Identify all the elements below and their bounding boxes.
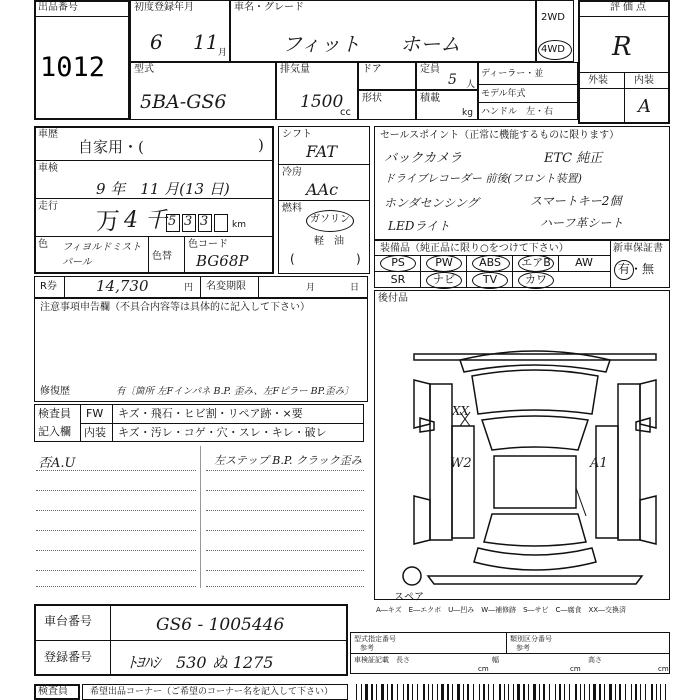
barcode-bar — [473, 684, 474, 700]
diagram-windshield — [482, 416, 588, 450]
barcode-bar — [365, 684, 368, 700]
car-name: フィット ホーム — [282, 32, 461, 56]
notes-center-rule — [200, 446, 201, 588]
warranty-label: 新車保証書 — [613, 243, 663, 254]
barcode-bar — [539, 684, 540, 700]
diagram-rear-strip — [428, 576, 642, 584]
model-label: 型式 — [134, 64, 154, 75]
barcode-bar — [441, 684, 444, 700]
width-label: 幅 — [492, 656, 499, 664]
equipment-navi-circle — [426, 272, 462, 289]
length-cm: cm — [478, 665, 489, 673]
equipment-abs-circle — [472, 255, 510, 272]
barcode-bar — [467, 684, 469, 700]
color-code-label: 色コード — [188, 239, 228, 250]
dealer-divider-2 — [478, 102, 578, 103]
barcode-bar — [569, 684, 570, 700]
barcode-bar — [437, 684, 438, 700]
fuel-diesel: 軽 油 — [314, 236, 344, 247]
barcode-bar — [599, 684, 601, 700]
handle-label: ハンドル 左・右 — [481, 107, 554, 117]
interior-score: A — [638, 96, 651, 117]
capacity-label: 定員 — [420, 64, 440, 75]
equipment-leather-circle — [518, 272, 554, 289]
equipment-abs: ABS — [479, 256, 501, 269]
person-unit: 人 — [466, 80, 476, 90]
diagram-right-rear — [640, 496, 656, 544]
barcode-bar — [381, 684, 384, 700]
barcode-bar — [533, 684, 536, 700]
month-unit: 月 — [218, 48, 228, 58]
dotted-line-7 — [36, 586, 196, 587]
diagram-left-side — [430, 384, 452, 540]
damage-legend: A―キズ E―エクボ U―凹み W―補修跡 S―サビ C―腐食 XX―交換済 — [376, 606, 627, 614]
barcode-bar — [412, 684, 413, 700]
km-unit: km — [232, 220, 246, 230]
equipment-aw: AW — [575, 256, 593, 269]
sales-point-7: ハーフ革シート — [540, 216, 624, 230]
equipment-ps: PS — [391, 256, 405, 269]
equipment-pw: PW — [435, 256, 453, 269]
interior-label: 内装 — [634, 75, 654, 86]
barcode-bar — [549, 684, 550, 700]
equipment-split-warranty — [610, 240, 611, 288]
diagram-left-doors — [452, 426, 474, 538]
inspector-label: 検査員 — [38, 407, 71, 420]
equipment-col-4 — [558, 255, 559, 272]
capacity-value: 5 — [448, 72, 457, 88]
barcode-bar — [387, 684, 388, 700]
dotted-line-8 — [206, 470, 364, 471]
equipment-col-1 — [420, 255, 421, 288]
warranty-value: 有・無 — [618, 262, 655, 276]
kg-unit: kg — [462, 108, 473, 118]
equipment-label: 装備品（純正品に限り○をつけて下さい） — [380, 243, 569, 254]
barcode-bar — [656, 684, 657, 700]
barcode-bar — [609, 684, 612, 700]
color-split-2 — [184, 236, 185, 274]
shift-label: シフト — [282, 129, 312, 140]
history-divider-2 — [34, 198, 274, 199]
repair-value: 有〔箇所 左Fインパネ B.P. 歪み、左Fピラー BP.歪み〕 — [116, 386, 354, 397]
note-right: 左ステップ B.P. クラック歪み — [214, 454, 362, 467]
equipment-sr: SR — [390, 273, 406, 286]
dotted-line-13 — [206, 570, 364, 571]
entry-label: 記入欄 — [38, 425, 71, 438]
barcode-bar — [432, 684, 433, 700]
mileage-digit-1: 5 — [168, 214, 177, 229]
barcode-bar — [580, 684, 581, 700]
certificate-row-line — [350, 653, 670, 654]
diagram-right-side — [618, 384, 640, 540]
mechanical-divider-1 — [278, 164, 370, 165]
deadline-label: 名変期限 — [206, 281, 246, 292]
deadline-day: 日 — [350, 283, 360, 293]
barcode-bar — [665, 684, 666, 700]
history-close: ) — [258, 136, 264, 154]
dotted-line-9 — [206, 490, 364, 491]
barcode-bar — [376, 684, 377, 700]
equipment-col-2 — [466, 255, 467, 288]
barcode-bar — [403, 684, 404, 700]
mileage-value: 4 千 — [124, 208, 167, 233]
sales-point-5: スマートキー2個 — [530, 194, 622, 208]
certificate-split — [506, 632, 507, 653]
barcode-bar — [423, 684, 425, 700]
corner-label: 希望出品コーナー（ご希望のコーナー名を記入して下さい） — [90, 687, 334, 697]
yen-unit: 円 — [184, 283, 194, 293]
barcode-bar — [559, 684, 561, 700]
barcode-bar — [523, 684, 525, 700]
barcode-bar — [417, 684, 418, 700]
lot-number: 1012 — [40, 52, 106, 83]
recycle-amount: 14,730 — [96, 277, 149, 295]
equipment-airbag-circle — [518, 255, 554, 272]
rating-divider-3 — [578, 88, 670, 89]
drive-2wd: 2WD — [541, 12, 565, 23]
barcode-bar — [483, 684, 485, 700]
recycle-split-1 — [64, 276, 65, 298]
diagram-spare-tire — [403, 567, 421, 585]
model-value: 5BA-GS6 — [140, 91, 227, 113]
barcode-bar — [407, 684, 409, 700]
chassis-value: GS6 - 1005446 — [156, 615, 285, 635]
load-label: 積載 — [420, 93, 440, 104]
barcode-bar — [593, 684, 596, 700]
inspection-value: 9 年 11 月(13 日) — [96, 180, 230, 198]
shape-label: 形状 — [362, 93, 382, 104]
chassis-label: 車台番号 — [44, 614, 93, 628]
fuel-paren-close: ) — [356, 252, 361, 266]
barcode-bar — [555, 684, 556, 700]
color-code: BG68P — [196, 252, 249, 270]
rating-value: R — [612, 32, 632, 62]
fuel-paren-open: ( — [290, 252, 295, 266]
equipment-ps-circle — [380, 255, 416, 272]
color-value: フィヨルドミストパール — [62, 242, 142, 268]
barcode-bar — [651, 684, 653, 700]
fw-legend: キズ・飛石・ヒビ割・リペア跡・×要 — [118, 407, 303, 420]
inspection-label: 車検 — [38, 163, 58, 174]
category-label: 類別区分番号 — [510, 635, 552, 643]
barcode-bar — [513, 684, 514, 700]
equipment-airbag: エアB — [521, 256, 551, 269]
diagram-roof — [494, 456, 576, 508]
first-registration-year: 6 — [150, 30, 163, 54]
dotted-line-2 — [36, 490, 196, 491]
sales-point-6: LEDライト — [388, 219, 450, 233]
mileage-man: 万 — [96, 207, 120, 235]
recycle-label: R券 — [40, 281, 57, 292]
category-reference: 参考 — [516, 644, 530, 652]
barcode-bar — [361, 684, 362, 700]
inspector-split-2 — [112, 404, 113, 442]
barcode-bar — [615, 684, 616, 700]
dotted-line-10 — [206, 510, 364, 511]
barcode-bar — [604, 684, 605, 700]
color-change-label: 色替 — [152, 251, 172, 262]
note-left: 否A.U — [38, 456, 76, 471]
equipment-leather: カワ — [525, 273, 547, 286]
diagram-mark-a1: A1 — [590, 456, 608, 471]
barcode-bar — [543, 684, 545, 700]
lot-number-divider — [34, 16, 130, 17]
barcode-bar — [575, 684, 577, 700]
car-name-label: 車名・グレード — [234, 2, 304, 13]
barcode-bar — [645, 684, 646, 700]
barcode — [354, 684, 670, 700]
dealer-label: ディーラー・並 — [481, 69, 544, 79]
sales-point-1: バックカメラ — [384, 151, 463, 166]
length-label: 車検証記載 長さ — [354, 656, 410, 664]
recycle-split-2 — [200, 276, 201, 298]
history-value: 自家用・( — [78, 138, 144, 156]
equipment-navi: ナビ — [433, 273, 455, 286]
ac-label: 冷房 — [282, 167, 302, 178]
barcode-bar — [625, 684, 626, 700]
bottom-inspector-label: 検査員 — [38, 686, 68, 697]
lot-number-label: 出品番号 — [38, 2, 78, 13]
dotted-line-12 — [206, 550, 364, 551]
plate-value: ﾄﾖﾊｼ 530 ぬ 1275 — [128, 653, 274, 672]
diagram-rear-glass — [484, 514, 586, 546]
dotted-line-1 — [36, 470, 196, 471]
certificate-reference: 参考 — [360, 644, 374, 652]
exterior-label: 外装 — [588, 75, 608, 86]
sales-point-3: ドライブレコーダー 前後(フロント装置) — [384, 172, 582, 185]
history-divider-1 — [34, 160, 274, 161]
barcode-bar — [371, 684, 373, 700]
history-label: 車歴 — [38, 129, 58, 140]
barcode-bar — [463, 684, 464, 700]
aftermarket-label: 後付品 — [378, 293, 408, 304]
diagram-mark-xx: XX — [452, 404, 470, 418]
barcode-bar — [504, 684, 505, 700]
width-cm: cm — [570, 665, 581, 673]
equipment-tv: TV — [482, 273, 498, 286]
equipment-pw-circle — [426, 255, 462, 272]
height-label: 高さ — [588, 656, 602, 664]
notes-label: 注意事項申告欄（不具合内容等は具体的に記入して下さい） — [40, 302, 310, 313]
barcode-bar — [564, 684, 565, 700]
shift-value: FAT — [306, 142, 338, 161]
equipment-col-3 — [512, 255, 513, 288]
car-damage-diagram — [400, 340, 670, 600]
barcode-bar — [640, 684, 641, 700]
dealer-divider — [478, 84, 578, 85]
displacement-label: 排気量 — [280, 64, 310, 75]
barcode-bar — [508, 684, 509, 700]
plate-label: 登録番号 — [44, 650, 93, 664]
certificate-label: 型式指定番号 — [354, 635, 396, 643]
doors-label: ドア — [362, 64, 382, 75]
recycle-split-3 — [258, 276, 259, 298]
barcode-bar — [499, 684, 501, 700]
bottom-mid — [34, 640, 348, 641]
barcode-bar — [528, 684, 529, 700]
fw-label: FW — [86, 407, 104, 420]
first-registration-month: 11 — [193, 30, 219, 54]
sales-point-2: ETC 純正 — [544, 151, 603, 166]
barcode-bar — [428, 684, 429, 700]
barcode-bar — [584, 684, 585, 700]
history-divider-3 — [34, 236, 274, 237]
sales-point-4: ホンダセンシング — [384, 196, 479, 210]
interior-row-label: 内装 — [84, 426, 106, 439]
barcode-bar — [660, 684, 661, 700]
diagram-front-strip — [414, 354, 656, 360]
barcode-bar — [619, 684, 621, 700]
color-split-1 — [148, 236, 149, 274]
barcode-bar — [635, 684, 637, 700]
dotted-line-14 — [206, 586, 364, 587]
deadline-month: 月 — [306, 283, 316, 293]
mileage-digit-3: 3 — [200, 214, 209, 229]
inspector-mid — [80, 423, 364, 424]
rating-divider — [578, 16, 670, 17]
barcode-bar — [493, 684, 494, 700]
diagram-mark-w2: W2 — [450, 456, 472, 471]
diagram-rear-bumper — [474, 548, 596, 570]
diagram-right-doors — [596, 426, 618, 538]
dotted-line-3 — [36, 510, 196, 511]
barcode-bar — [517, 684, 520, 700]
rating-label: 評価点 — [610, 2, 649, 13]
displacement-value: 1500 — [300, 92, 344, 112]
mechanical-divider-2 — [278, 200, 370, 201]
warranty-circle — [614, 260, 634, 280]
dotted-line-5 — [36, 550, 196, 551]
color-label: 色 — [38, 239, 48, 250]
barcode-bar — [457, 684, 460, 700]
mileage-label: 走行 — [38, 201, 58, 212]
barcode-bar — [397, 684, 398, 700]
drive-4wd: 4WD — [541, 44, 565, 55]
model-year-label: モデル年式 — [481, 89, 526, 99]
recycle-row — [34, 276, 368, 298]
barcode-bar — [479, 684, 480, 700]
barcode-bar — [447, 684, 449, 700]
spare-label: スペア — [394, 592, 424, 603]
sales-points-label: セールスポイント（正常に機能するものに限ります） — [380, 130, 620, 141]
height-cm: cm — [658, 665, 669, 673]
diagram-hood — [472, 370, 598, 414]
interior-legend: キズ・汚レ・コゲ・穴・スレ・キレ・破レ — [118, 426, 327, 439]
rating-split — [624, 72, 625, 124]
mileage-digit-2: 3 — [184, 214, 193, 229]
fuel-label: 燃料 — [282, 203, 302, 214]
diagram-left-rear — [414, 496, 430, 544]
ac-value: AAc — [306, 180, 339, 199]
barcode-bar — [452, 684, 453, 700]
dotted-line-4 — [36, 530, 196, 531]
cc-unit: cc — [340, 107, 351, 118]
barcode-bar — [391, 684, 393, 700]
fuel-gasoline: ガソリン — [310, 214, 350, 225]
barcode-bar — [356, 684, 357, 700]
equipment-tv-circle — [472, 272, 508, 289]
repair-label: 修復歴 — [40, 386, 70, 397]
dotted-line-6 — [36, 570, 196, 571]
dotted-line-11 — [206, 530, 364, 531]
barcode-bar — [488, 684, 489, 700]
barcode-bar — [589, 684, 590, 700]
barcode-bar — [631, 684, 632, 700]
first-registration-label: 初度登録年月 — [134, 2, 194, 13]
diagram-damage-line — [576, 488, 586, 516]
mileage-digit-4-box — [214, 214, 228, 232]
